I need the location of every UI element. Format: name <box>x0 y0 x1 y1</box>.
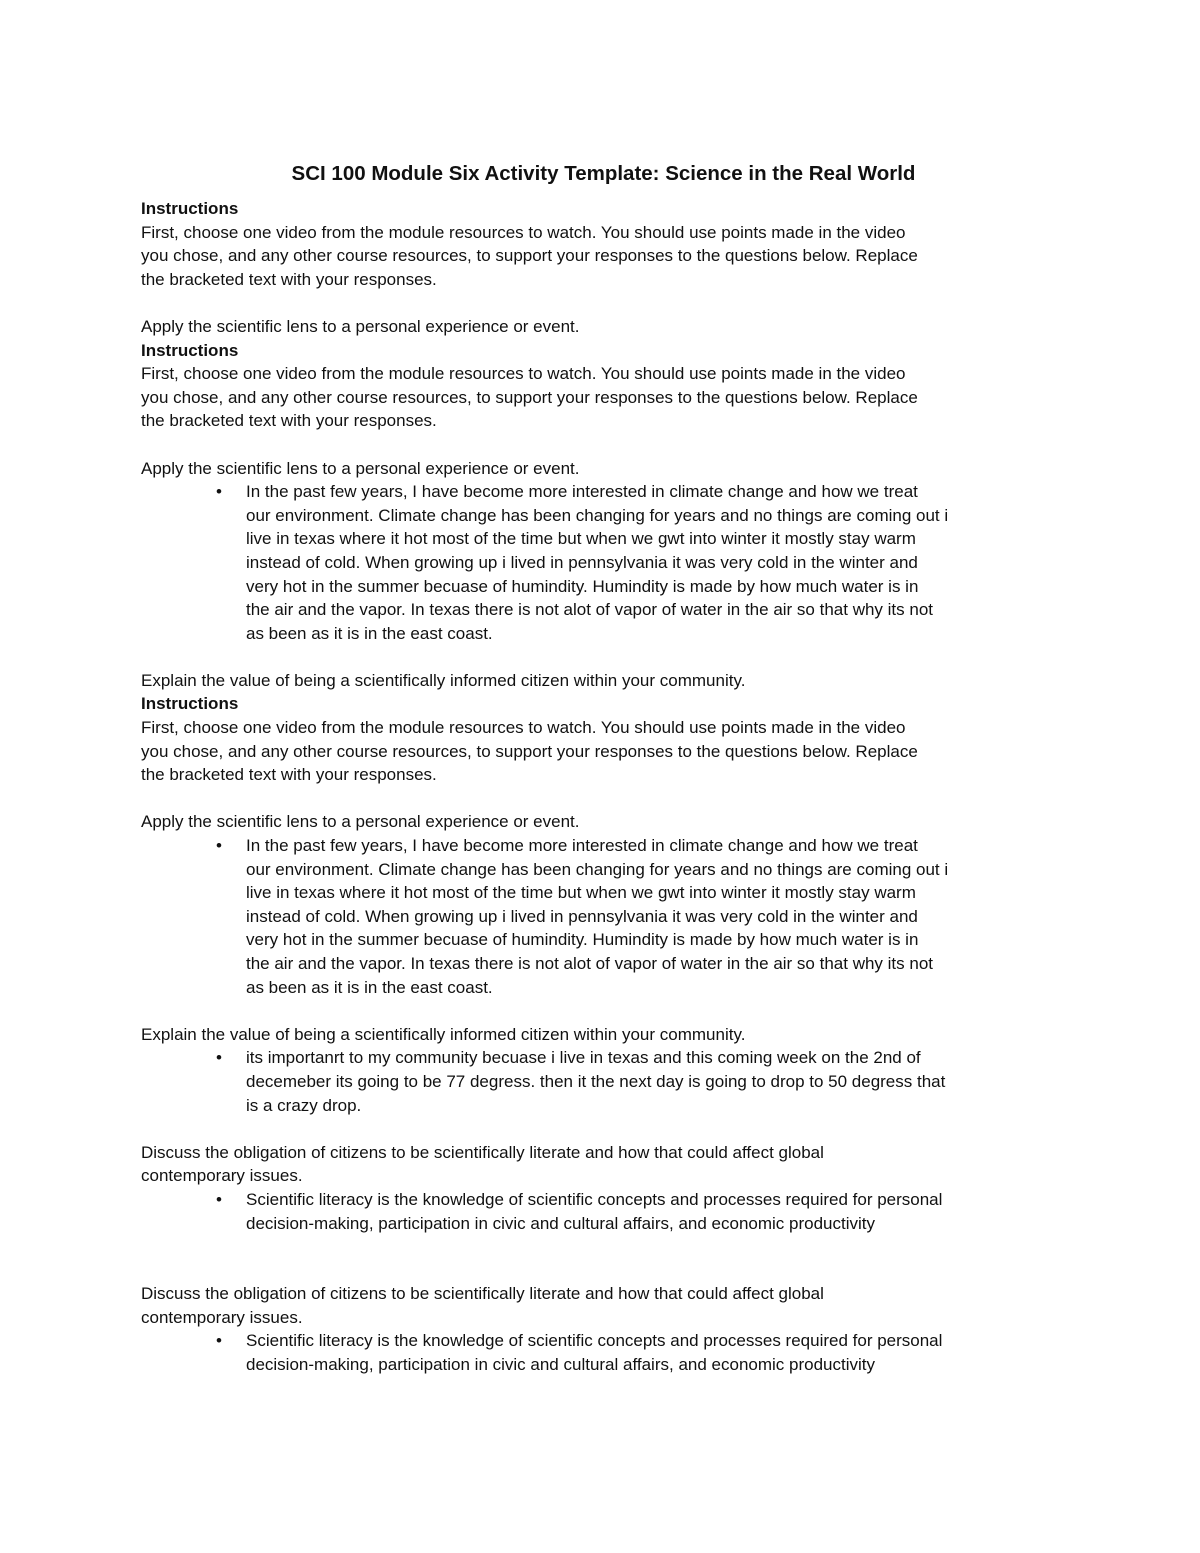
document-title: SCI 100 Module Six Activity Template: Science in the Real World <box>291 162 916 185</box>
instructions-heading-2: Instructions <box>141 340 239 360</box>
list-item <box>216 1046 1066 1117</box>
prompt-apply-1: Apply the scientific lens to a personal experience or event. <box>141 316 580 336</box>
answer-discuss-1: Scientific literacy is the knowledge of scientific concepts and processes required for personal decision-making, participation in civic and cultural affairs, and economic productivity <box>246 1189 943 1233</box>
prompt-apply-2: Apply the scientific lens to a personal experience or event. <box>141 458 580 478</box>
prompt-explain-2: Explain the value of being a scientifically informed citizen within your community. <box>141 1024 746 1044</box>
bullet-icon: • <box>216 482 222 502</box>
prompt-discuss-2: Discuss the obligation of citizens to be scientifically literate and how that could affect global contemporary issues. <box>141 1284 824 1327</box>
answer-list-apply-1 <box>141 480 1066 645</box>
answer-apply-2: In the past few years, I have become more interested in climate change and how we treat our environment. Climate change has been changing for years and no things are coming out i live in texas where it hot most of the time but when we gwt into winter it mostly stay warm instead of cold. When growing up i lived in pennsylvania it was very cold in the winter and very hot in the summer becuase of humindity. Humindity is made by how much water is in the air and the vapor. In texas there is not alot of vapor of water in the air so that why its not as been as it is in the east coast. <box>246 836 949 997</box>
answer-list-apply-2 <box>141 834 1066 999</box>
prompt-explain-1: Explain the value of being a scientifically informed citizen within your community. <box>141 670 746 690</box>
list-item <box>216 834 1066 999</box>
list-item <box>216 480 1066 645</box>
list-item <box>216 1329 1066 1376</box>
instructions-text-1: First, choose one video from the module resources to watch. You should use points made in the video you chose, and any other course resources, to support your responses to the questions below. Replace the bracketed text with your responses. <box>141 222 918 289</box>
bullet-icon: • <box>216 1331 222 1351</box>
answer-list-explain <box>141 1046 1066 1117</box>
prompt-apply-3: Apply the scientific lens to a personal experience or event. <box>141 812 580 832</box>
instructions-text-2: First, choose one video from the module resources to watch. You should use points made in the video you chose, and any other course resources, to support your responses to the questions below. Replace the bracketed text with your responses. <box>141 364 918 431</box>
bullet-icon: • <box>216 836 222 856</box>
answer-discuss-2: Scientific literacy is the knowledge of scientific concepts and processes required for personal decision-making, participation in civic and cultural affairs, and economic productivity <box>246 1331 943 1374</box>
answer-apply-1: In the past few years, I have become more interested in climate change and how we treat our environment. Climate change has been changing for years and no things are coming out i live in texas where it hot most of the time but when we gwt into winter it mostly stay warm instead of cold. When growing up i lived in pennsylvania it was very cold in the winter and very hot in the summer becuase of humindity. Humindity is made by how much water is in the air and the vapor. In texas there is not alot of vapor of water in the air so that why its not as been as it is in the east coast. <box>246 482 949 643</box>
answer-list-discuss-2 <box>141 1329 1066 1376</box>
answer-list-discuss-1 <box>141 1188 1066 1235</box>
bullet-icon: • <box>216 1189 222 1209</box>
list-item <box>216 1188 1066 1235</box>
instructions-heading-1: Instructions <box>141 199 239 218</box>
answer-explain: its importanrt to my community becuase i live in texas and this coming week on the 2nd of decemeber its going to be 77 degress. then it the next day is going to drop to 50 degress that is a crazy drop. <box>246 1048 946 1115</box>
document-page <box>141 160 1066 1377</box>
instructions-heading-3: Instructions <box>141 694 239 714</box>
prompt-discuss-1: Discuss the obligation of citizens to be scientifically literate and how that could affect global contemporary issues. <box>141 1142 824 1186</box>
bullet-icon: • <box>216 1048 222 1068</box>
instructions-text-3: First, choose one video from the module resources to watch. You should use points made in the video you chose, and any other course resources, to support your responses to the questions below. Replace the bracketed text with your responses. <box>141 718 918 785</box>
